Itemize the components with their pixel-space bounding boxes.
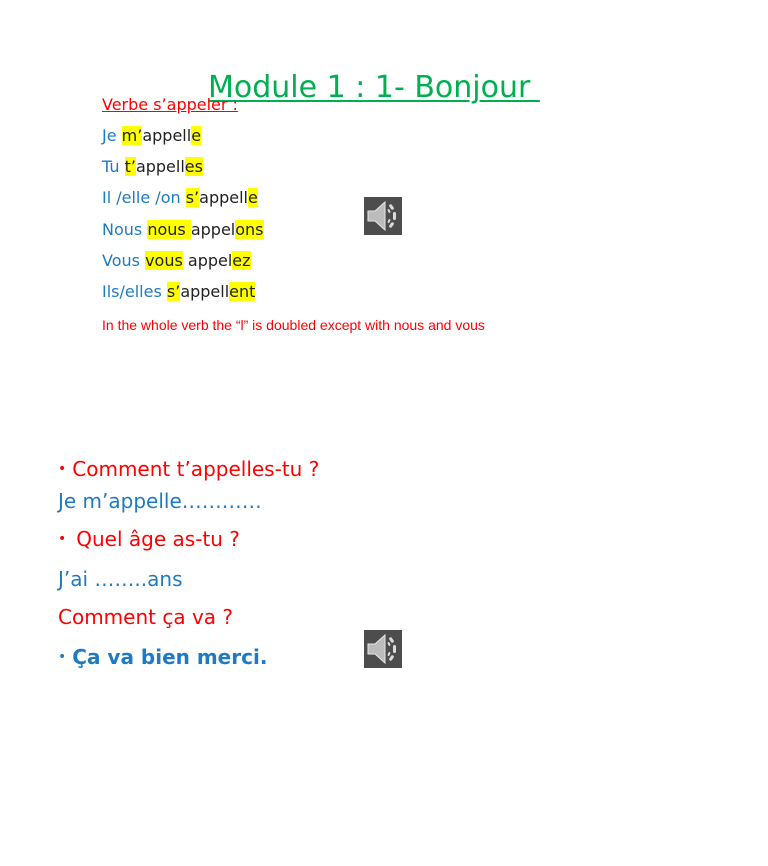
verb-ending: es <box>184 157 203 176</box>
reflexive-pronoun: m’ <box>121 126 143 145</box>
verb-ending: ez <box>232 251 251 270</box>
reflexive-pronoun: s’ <box>185 188 200 207</box>
conjugation-row <box>102 220 264 239</box>
pronoun: Vous <box>102 251 146 270</box>
verb-stem: appell <box>142 126 192 145</box>
reflexive-pronoun: s’ <box>166 282 181 301</box>
verb-stem: appell <box>135 157 185 176</box>
verb-stem: appel <box>182 251 233 270</box>
pronoun: Il /elle /on <box>102 188 186 207</box>
answer-how-are-you: • Ça va bien merci. <box>58 645 268 669</box>
verb-stem: appell <box>199 188 248 207</box>
speaker-icon[interactable] <box>364 630 402 668</box>
bullet-icon: • <box>58 531 67 547</box>
conjugation-row <box>102 282 255 301</box>
verb-ending: ent <box>229 282 256 301</box>
pronoun: Nous <box>102 220 148 239</box>
pronoun: Je <box>102 126 122 145</box>
conjugation-row <box>102 251 251 270</box>
pronoun: Ils/elles <box>102 282 167 301</box>
verb-stem: appell <box>180 282 230 301</box>
speaker-icon <box>364 630 402 668</box>
reflexive-pronoun: vous <box>145 251 183 270</box>
verb-ending: e <box>191 126 202 145</box>
verb-stem: appel <box>190 220 236 239</box>
verb-ending: e <box>248 188 258 207</box>
grammar-note: In the whole verb the “l” is doubled except with nous and vous <box>102 317 485 333</box>
bullet-icon: • <box>58 461 67 477</box>
answer-name: Je m’appelle………… <box>58 489 262 513</box>
question-how-are-you: Comment ça va ? <box>58 605 234 629</box>
question-age: • Quel âge as-tu ? <box>58 527 240 551</box>
conjugation-row <box>102 188 258 207</box>
reflexive-pronoun: nous <box>147 220 191 239</box>
page-title: Module 1 : 1- Bonjour <box>208 70 540 105</box>
conjugation-row <box>102 126 201 145</box>
answer-age: J’ai ……..ans <box>58 567 183 591</box>
question-name: • Comment t’appelles-tu ? <box>58 457 320 481</box>
speaker-icon <box>364 197 402 235</box>
conjugation-row <box>102 157 203 176</box>
verb-ending: ons <box>235 220 264 239</box>
speaker-icon[interactable] <box>364 197 402 235</box>
reflexive-pronoun: t’ <box>124 157 136 176</box>
pronoun: Tu <box>102 157 125 176</box>
verb-heading: Verbe s’appeler : <box>102 95 238 114</box>
bullet-icon: • <box>58 649 67 665</box>
